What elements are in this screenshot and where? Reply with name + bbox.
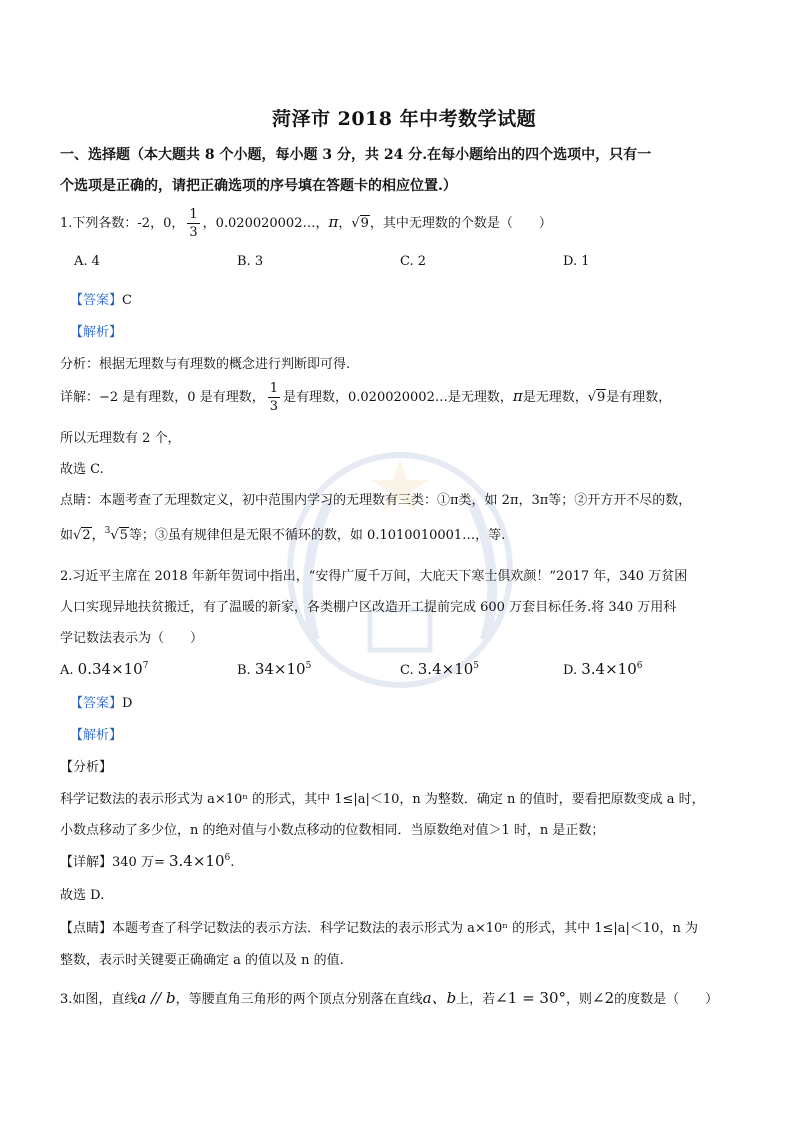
- q2-option-a: [60, 660, 148, 678]
- q1-analysis-tag: 【解析】: [70, 325, 123, 340]
- q2-xiangjie-tag: 【详解】: [60, 855, 113, 870]
- q3-ab: a、b: [422, 989, 457, 1007]
- q1-note-sep: ，: [91, 528, 105, 543]
- page-title: 菏泽市 2018 年中考数学试题: [272, 108, 537, 130]
- q2-option-c-value: 3.4×10: [417, 660, 474, 678]
- q1-note-cube-val: 5: [119, 528, 128, 543]
- q1-note-sqrt2-val: 2: [82, 528, 91, 543]
- q1-detail-sqrt: [588, 390, 607, 405]
- q1-detail-frac-num: 1: [269, 381, 278, 396]
- q2-option-d-value: 3.4×10: [581, 660, 637, 678]
- q1-option-d: D. 1: [563, 254, 590, 269]
- q1-note-line1: 点睛：本题考查了无理数定义，初中范围内学习的无理数有三类：①π类，如 2π，3π等；②开方开不尽的数，: [60, 493, 692, 508]
- q1-suffix: ，其中无理数的个数是（ ）: [369, 216, 552, 231]
- q1-analysis: 分析：根据无理数与有理数的概念进行判断即可得.: [60, 357, 351, 372]
- section-heading-line2: 个选项是正确的，请把正确选项的序号填在答题卡的相应位置.）: [60, 178, 457, 194]
- q3-mid3: ，则: [566, 992, 593, 1007]
- q3-prefix: 3.如图，直线: [60, 992, 138, 1007]
- q2-option-c: [400, 660, 479, 678]
- q2-option-b-exp: 5: [305, 661, 312, 671]
- q2-answer: [70, 692, 132, 711]
- q1-detail-sqrt-val: 9: [597, 390, 606, 405]
- q2-line1: 2.习近平主席在 2018 年新年贺词中指出，“安得广厦千万间，大庇天下寒士俱欢颜！”2017 年，340 万贫困: [60, 569, 688, 584]
- q2-option-d-label: D.: [563, 663, 578, 678]
- q2-option-c-label: C.: [400, 663, 414, 678]
- q2-fenxi-line1: 科学记数法的表示形式为 a×10ⁿ 的形式，其中 1≤|a|＜10，n 为整数．确定 n 的值时，要看把原数变成 a 时，: [60, 792, 705, 807]
- q1-note-rest: 等；③虽有规律但是无限不循环的数，如 0.1010010001…，等.: [128, 528, 506, 543]
- q1-note-cuberoot: [110, 528, 129, 543]
- q2-option-c-exp: 5: [473, 661, 480, 671]
- q2-dianjing-tag: 【点睛】: [60, 921, 113, 936]
- q1-sqrt: [351, 216, 370, 231]
- q1-detail-frac-den: 3: [269, 399, 278, 414]
- q2-line2: 人口实现异地扶贫搬迁，有了温暖的新家，各类棚户区改造开工提前完成 600 万套目标任务.将 340 万用科: [60, 600, 677, 615]
- q2-xiangjie-exp: 6: [224, 853, 231, 863]
- q2-xiangjie-value: 3.4×10: [169, 852, 225, 870]
- q2-choose: 故选 D.: [60, 888, 105, 903]
- q2-answer-value: D: [122, 696, 133, 711]
- q1-detail-pi: π: [512, 387, 523, 405]
- q2-option-a-label: A.: [60, 663, 74, 678]
- q1-stem: [60, 208, 552, 239]
- q2-fenxi-tag: 【分析】: [60, 760, 113, 775]
- q1-option-c: C. 2: [400, 254, 427, 269]
- q1-detail-fraction: [268, 382, 280, 413]
- q1-detail-b: 是有理数，0.020020002…是无理数，: [283, 390, 513, 405]
- q1-note-sqrt2: [73, 528, 92, 543]
- q1-frac-den: 3: [189, 225, 198, 240]
- q2-dianjing-line2: 整数，表示时关键要正确确定 a 的值以及 n 的值.: [60, 953, 344, 968]
- q2-option-a-exp: 7: [142, 661, 149, 671]
- q2-answer-tag: 【答案】: [70, 696, 123, 711]
- q2-xiangjie-text: 340 万=: [112, 855, 165, 870]
- q1-note-sqrt2-sym: √: [73, 528, 82, 543]
- q1-detail-c: 是无理数，: [522, 390, 588, 405]
- q2-fenxi-line2: 小数点移动了多少位，n 的绝对值与小数点移动的位数相同．当原数绝对值＞1 时，n 是正数；: [60, 823, 605, 838]
- q1-detail: [60, 382, 671, 413]
- q3-mid2: 上，若: [456, 992, 496, 1007]
- q1-answer-value: C: [122, 293, 132, 308]
- q2-option-d-exp: 6: [636, 661, 643, 671]
- q2-xiangjie-end: .: [230, 855, 235, 870]
- q1-pi: π: [328, 213, 339, 231]
- q2-xiangjie: [60, 851, 234, 870]
- q3-stem: [60, 987, 718, 1008]
- q1-detail-d: 是有理数，: [606, 390, 672, 405]
- q1-note-cube-index: 3: [104, 526, 111, 536]
- q1-prefix: 1.下列各数：-2，0，: [60, 216, 185, 231]
- q2-option-b-label: B.: [237, 663, 251, 678]
- q3-mid: ，等腰直角三角形的两个顶点分别落在直线: [175, 992, 423, 1007]
- q1-sqrt-sym: √: [351, 216, 360, 231]
- q1-mid2: ，: [338, 216, 352, 231]
- q2-line3: 学记数法表示为（ ）: [60, 631, 204, 646]
- q1-note-prefix: 如: [60, 528, 74, 543]
- q2-option-b: [237, 660, 311, 678]
- q1-option-b: B. 3: [237, 254, 264, 269]
- q1-option-a: A. 4: [74, 254, 100, 269]
- q1-detail-prefix: 详解：: [60, 390, 100, 405]
- q1-detail-sqrt-sym: √: [587, 390, 597, 405]
- q1-detail-a: −2 是有理数，0 是有理数，: [99, 390, 265, 405]
- q3-angle2: ∠2: [592, 989, 615, 1007]
- q1-note-line2: [60, 524, 505, 543]
- q1-choose: 故选 C.: [60, 462, 104, 477]
- q3-suffix: 的度数是（ ）: [614, 992, 719, 1007]
- q3-angle1: ∠1 = 30°: [495, 989, 566, 1007]
- q1-sqrt-val: 9: [360, 216, 369, 231]
- q1-mid1: ，0.020020002…，: [202, 216, 329, 231]
- q2-option-a-value: 0.34×10: [77, 660, 143, 678]
- q2-option-b-value: 34×10: [254, 660, 306, 678]
- q3-parallel: a // b: [137, 989, 176, 1007]
- q1-detail-line2: 所以无理数有 2 个，: [60, 431, 181, 446]
- q2-option-d: [563, 660, 642, 678]
- q1-note-cube-sym: √: [110, 528, 119, 543]
- q1-fraction: [187, 208, 199, 239]
- q2-dianjing-text: 本题考查了科学记数法的表示方法．科学记数法的表示形式为 a×10ⁿ 的形式，其中 1≤|a|＜10，n 为: [112, 921, 698, 936]
- section-heading-line1: 一、选择题（本大题共 8 个小题，每小题 3 分，共 24 分.在每小题给出的四个选项中，只有一: [60, 147, 652, 163]
- q1-frac-num: 1: [189, 207, 198, 222]
- q2-dianjing-line1: [60, 917, 698, 936]
- q2-analysis-tag: 【解析】: [70, 728, 123, 743]
- q1-answer: [70, 289, 132, 308]
- answer-tag: 【答案】: [70, 293, 123, 308]
